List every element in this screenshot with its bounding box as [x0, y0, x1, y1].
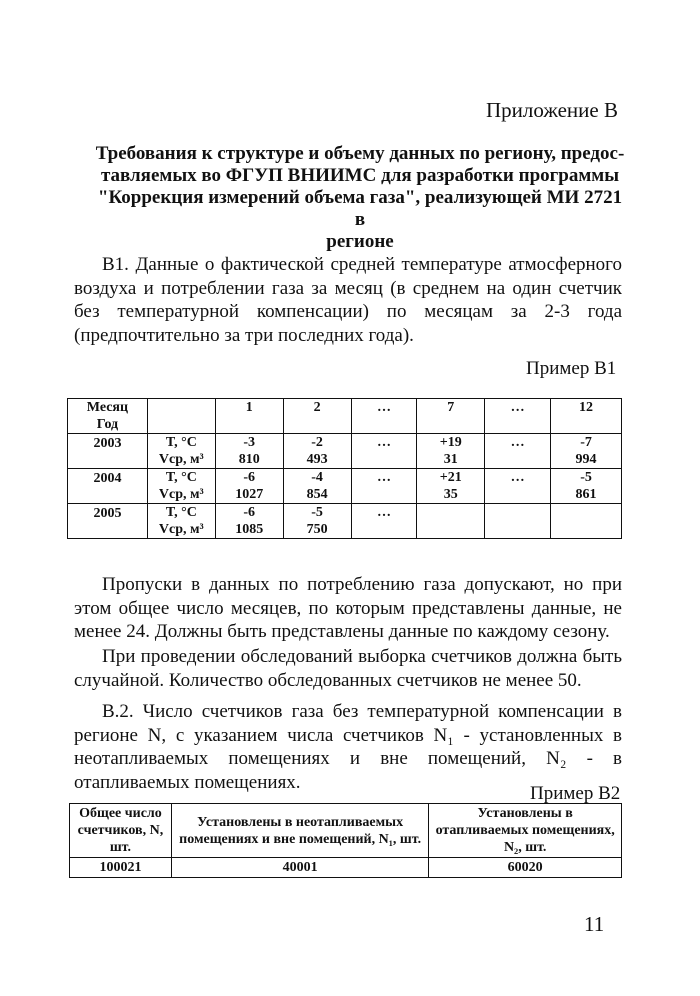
- table-header-row: [70, 804, 622, 858]
- paragraph-gaps: Пропуски в данных по потреблению газа допускают, но при этом общее число месяцев, по которым представлены данные, не менее 24. Должны быть представлены данные по каждому сезону.: [74, 574, 622, 642]
- table-b2: [69, 803, 622, 878]
- param-t: T, °C: [165, 435, 197, 450]
- value-cell: [417, 504, 485, 539]
- temperature-value: …: [376, 505, 391, 520]
- temperature-value: +19: [439, 435, 462, 450]
- header-month-year: [68, 399, 148, 434]
- header-year: Год: [96, 417, 119, 432]
- consumption-value: [485, 451, 550, 468]
- temperature-value: -3: [243, 435, 256, 450]
- consumption-value: 750: [306, 522, 328, 537]
- value-cell: [283, 504, 351, 539]
- consumption-value: 493: [306, 452, 328, 467]
- temperature-value: …: [510, 470, 525, 485]
- value-cell: [351, 504, 417, 539]
- param-v: Vср, м³: [158, 452, 204, 467]
- param-v: Vср, м³: [158, 487, 204, 502]
- consumption-value: 31: [443, 452, 458, 467]
- value-cell: [551, 504, 622, 539]
- param-cell: [147, 469, 215, 504]
- consumption-value: [352, 486, 417, 503]
- temperature-value: -4: [311, 470, 323, 485]
- value-cell: [283, 469, 351, 504]
- temperature-value: -6: [243, 470, 256, 485]
- temperature-value: [485, 504, 550, 521]
- col-header: …: [485, 399, 551, 434]
- value-cell: [417, 434, 485, 469]
- temperature-value: -2: [311, 435, 323, 450]
- col-header: 12: [551, 399, 622, 434]
- col-header: …: [351, 399, 417, 434]
- col-header: 7: [417, 399, 485, 434]
- temperature-value: -6: [243, 505, 256, 520]
- title-line: регионе: [326, 231, 394, 252]
- consumption-value: 1085: [235, 522, 264, 537]
- value-cell: [351, 469, 417, 504]
- col-header: 1: [215, 399, 283, 434]
- consumption-value: 810: [238, 452, 260, 467]
- paragraph-sample: При проведении обследований выборка счетчиков должна быть случайной. Количество обследованных счетчиков не менее 50.: [74, 646, 622, 691]
- value-heated: 60020: [429, 858, 622, 878]
- temperature-value: +21: [439, 470, 462, 485]
- param-t: T, °C: [165, 505, 197, 520]
- consumption-value: 994: [575, 452, 597, 467]
- year-cell: 2004: [68, 469, 148, 504]
- consumption-value: 1027: [235, 487, 264, 502]
- title-line: тавляемых во ФГУП ВНИИМС для разработки программы: [100, 165, 620, 186]
- consumption-value: [417, 521, 484, 538]
- header-total: Общее число счетчиков, N, шт.: [70, 804, 172, 858]
- consumption-value: 854: [306, 487, 328, 502]
- consumption-value: [352, 451, 417, 468]
- consumption-value: 35: [443, 487, 458, 502]
- year-cell: 2003: [68, 434, 148, 469]
- table-header-row: [68, 399, 622, 434]
- paragraph-b2: В.2. Число счетчиков газа без температурной компенсации в регионе N, с указанием числа счетчиков N₁ - установленных в неотапливаемых помещениях и вне помещений, N₂ - в отапливаемых помещениях.: [74, 701, 622, 793]
- value-cell: [485, 504, 551, 539]
- consumption-value: [352, 521, 417, 538]
- table-row: [68, 469, 622, 504]
- value-cell: [485, 469, 551, 504]
- value-cell: [215, 504, 283, 539]
- value-cell: [485, 434, 551, 469]
- title-line: "Коррекция измерений объема газа", реализующей МИ 2721 в: [97, 187, 623, 230]
- appendix-label: Приложение В: [486, 98, 618, 122]
- value-cell: [551, 469, 622, 504]
- temperature-value: [551, 504, 621, 521]
- value-unheated: 40001: [171, 858, 428, 878]
- header-month: Месяц: [86, 400, 129, 415]
- table-row: [70, 858, 622, 878]
- table-row: [68, 434, 622, 469]
- title-line: Требования к структуре и объему данных по региону, предос-: [95, 143, 625, 164]
- value-cell: [351, 434, 417, 469]
- paragraph-b1: В1. Данные о фактической средней температуре атмосферного воздуха и потреблении газа за месяц (в среднем на один счетчик без температурной компенсации) по месяцам за 2-3 года (предпочтительно за три последних года).: [74, 254, 622, 346]
- header-param: [147, 399, 215, 434]
- temperature-value: …: [510, 435, 525, 450]
- consumption-value: [551, 521, 621, 538]
- value-cell: [283, 434, 351, 469]
- consumption-value: [485, 521, 550, 538]
- temperature-value: …: [376, 435, 391, 450]
- col-header: 2: [283, 399, 351, 434]
- document-title: [95, 143, 625, 253]
- table-b1: [67, 398, 622, 539]
- param-t: T, °C: [165, 470, 197, 485]
- consumption-value: [485, 486, 550, 503]
- value-cell: [215, 469, 283, 504]
- temperature-value: -7: [580, 435, 592, 450]
- value-cell: [551, 434, 622, 469]
- temperature-value: -5: [311, 505, 323, 520]
- value-cell: [417, 469, 485, 504]
- year-cell: 2005: [68, 504, 148, 539]
- table-row: [68, 504, 622, 539]
- temperature-value: [417, 504, 484, 521]
- header-unheated: Установлены в неотапливаемых помещениях и вне помещений, N₁, шт.: [171, 804, 428, 858]
- example-b1-label: Пример В1: [526, 358, 617, 379]
- temperature-value: -5: [580, 470, 592, 485]
- example-b2-label: Пример В2: [530, 783, 621, 804]
- param-cell: [147, 504, 215, 539]
- value-total: 100021: [70, 858, 172, 878]
- page-number: 11: [584, 912, 605, 936]
- consumption-value: 861: [575, 487, 597, 502]
- header-heated: Установлены в отапливаемых помещениях, N₂, шт.: [429, 804, 622, 858]
- param-cell: [147, 434, 215, 469]
- temperature-value: …: [376, 470, 391, 485]
- param-v: Vср, м³: [158, 522, 204, 537]
- value-cell: [215, 434, 283, 469]
